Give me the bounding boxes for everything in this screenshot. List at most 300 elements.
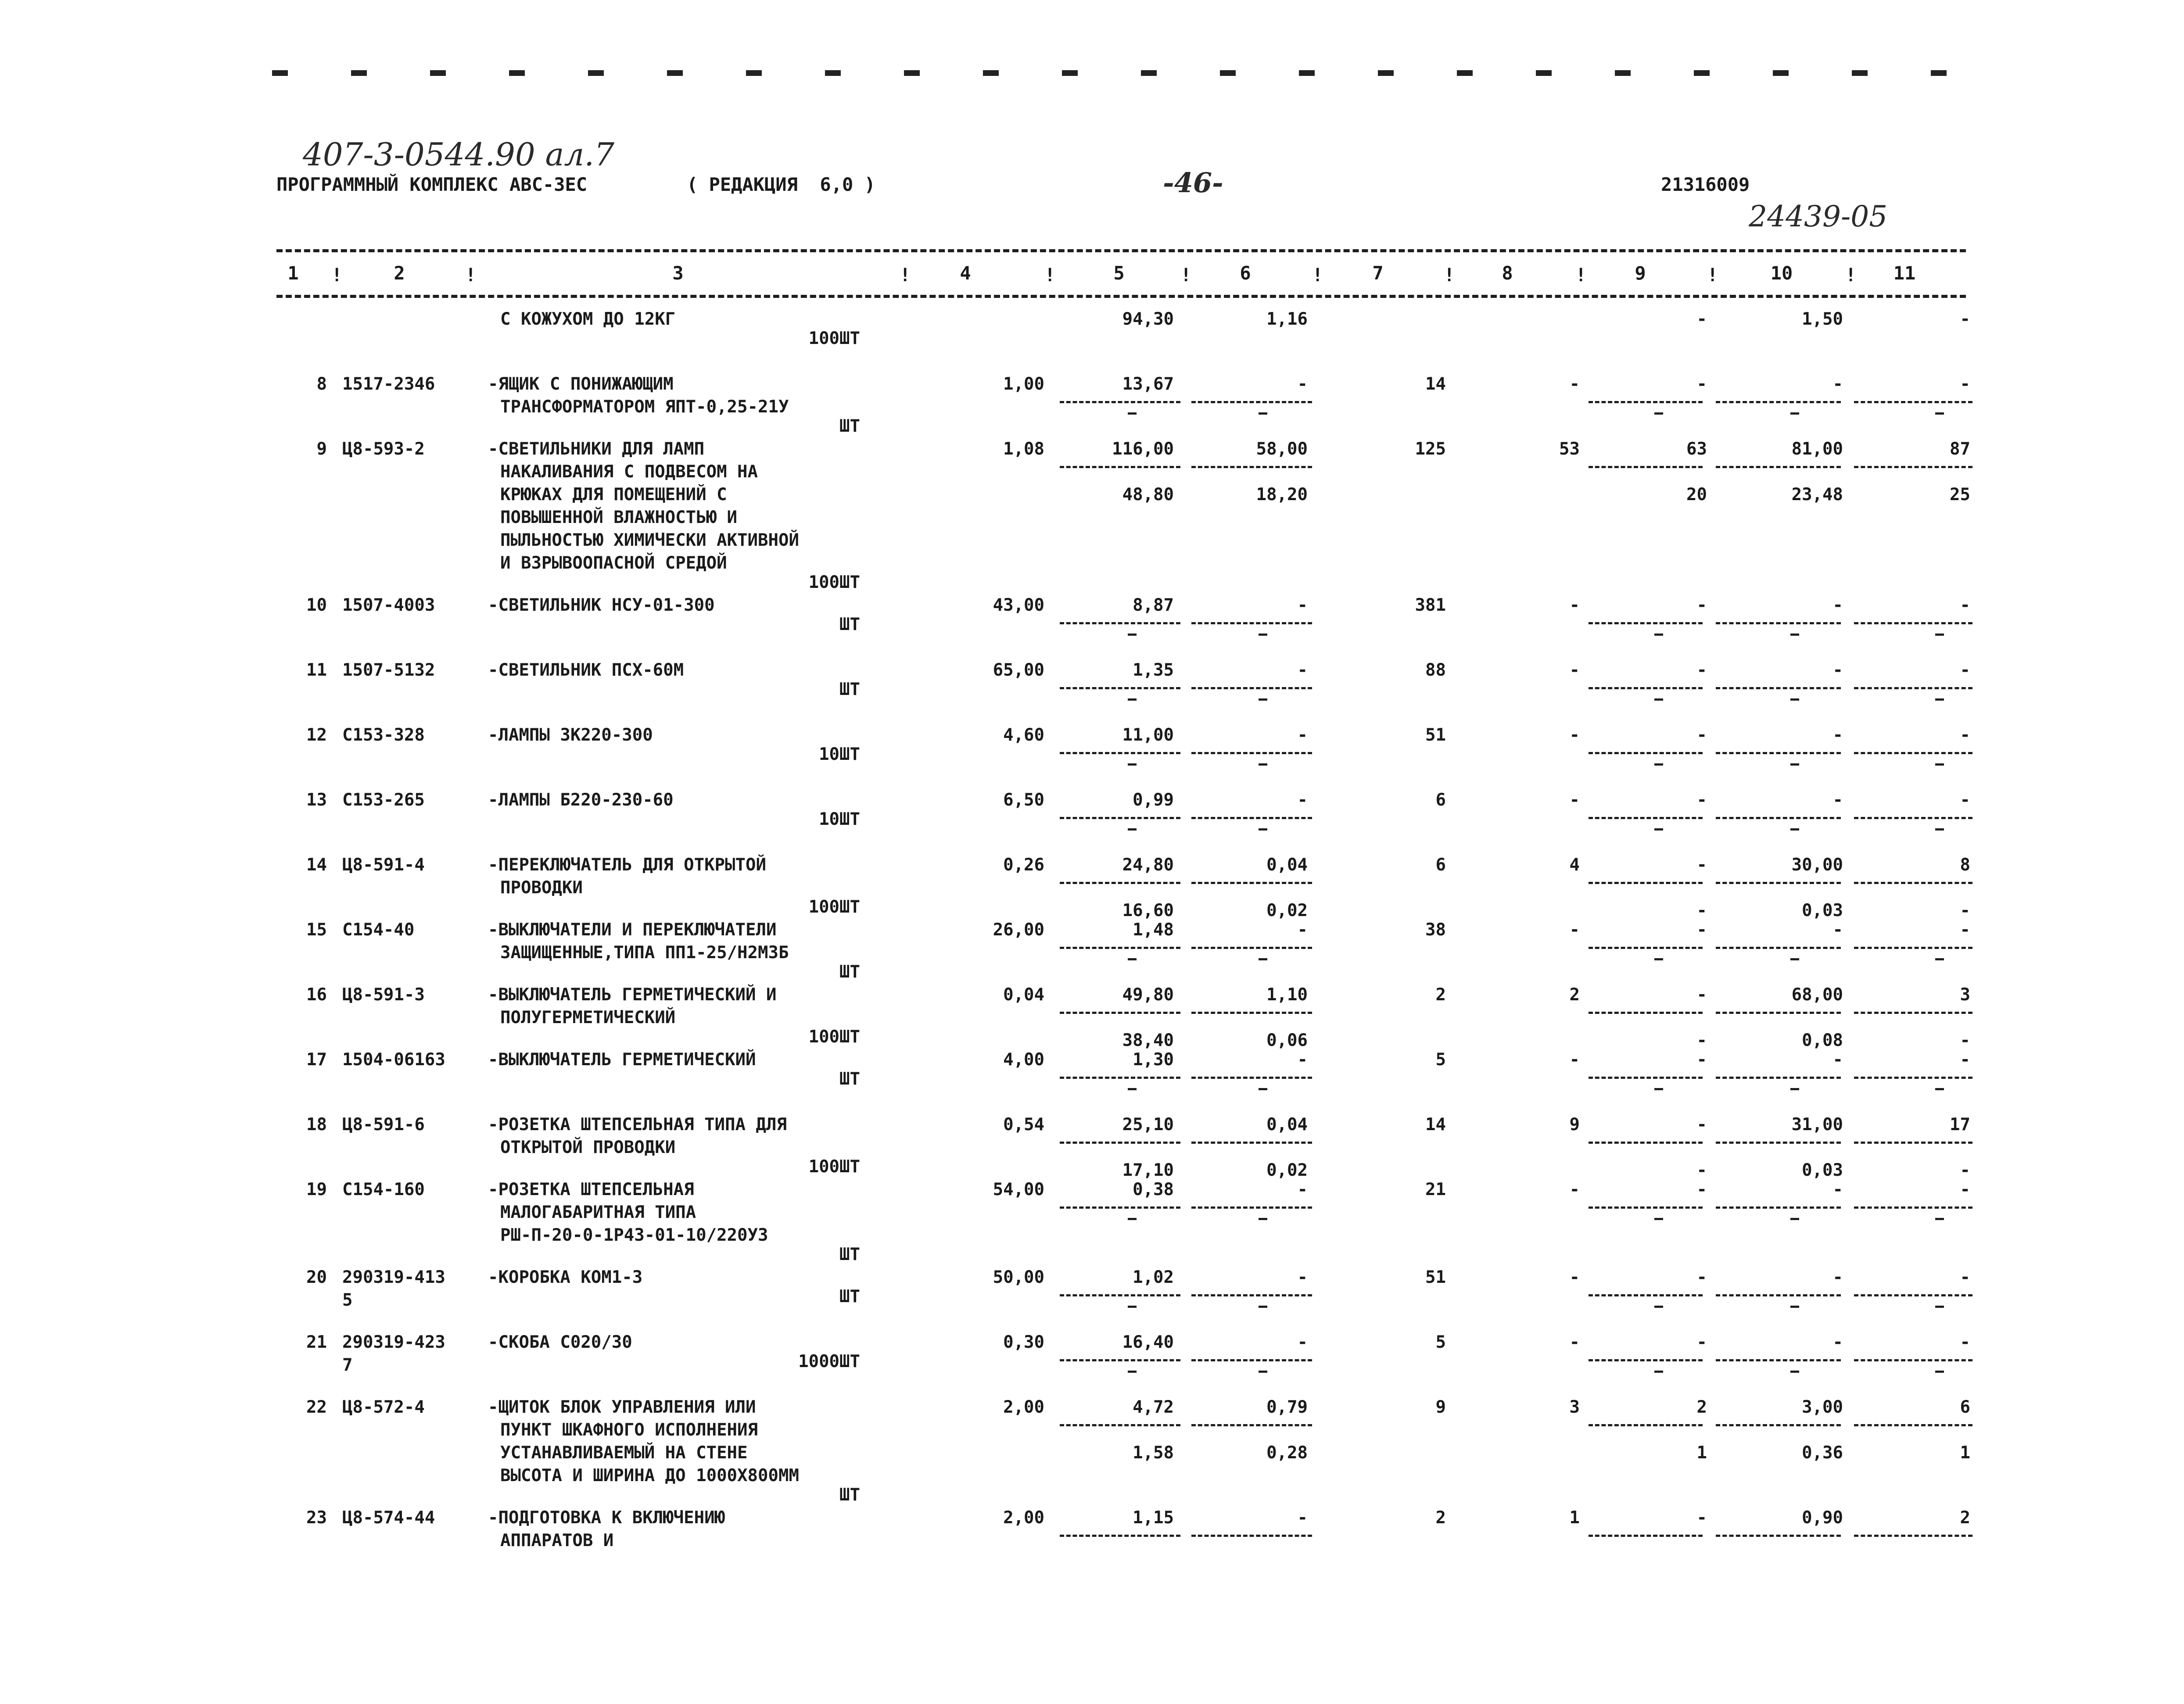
item-description-line: ПОЛУГЕРМЕТИЧЕСКИЙ	[500, 1008, 676, 1027]
value-underline	[1716, 947, 1841, 949]
item-description-line: -РОЗЕТКА ШТЕПСЕЛЬНАЯ ТИПА ДЛЯ	[488, 1115, 787, 1135]
value-col-11: 3	[1960, 985, 1970, 1005]
dash-mark	[1790, 1306, 1799, 1308]
value-underline	[1589, 622, 1703, 624]
value-col-9: -	[1696, 725, 1707, 745]
sub-value-col-9: 1	[1696, 1443, 1707, 1463]
value-col-7: 21	[1425, 1180, 1446, 1199]
value-col-10: 31,00	[1791, 1115, 1843, 1135]
dash-mark	[1790, 763, 1799, 766]
value-col-7: 5	[1435, 1332, 1446, 1352]
border-dash	[904, 70, 920, 76]
value-col-6: -	[1297, 374, 1308, 394]
item-description-line: -СВЕТИЛЬНИК ПСХ-60М	[488, 660, 684, 680]
border-dash	[509, 70, 525, 76]
dash-mark	[1790, 1371, 1799, 1373]
program-title: ПРОГРАММНЫЙ КОМПЛЕКС АВС-ЗЕС	[276, 174, 588, 195]
value-col-4: 54,00	[993, 1180, 1044, 1199]
value-col-9: -	[1696, 920, 1707, 940]
value-underline	[1060, 947, 1180, 949]
dash-mark	[1790, 828, 1799, 831]
value-col-6: 0,04	[1266, 1115, 1308, 1135]
sub-value-col-5: 16,60	[1122, 901, 1174, 920]
dash-mark	[1259, 958, 1267, 960]
value-col-10: -	[1833, 1050, 1843, 1070]
unit-of-measure: 100ШТ	[808, 897, 860, 917]
value-col-10: 1,50	[1802, 309, 1843, 329]
value-col-4: 4,00	[1003, 1050, 1044, 1070]
top-dash-border	[272, 70, 1975, 77]
value-col-6: -	[1297, 725, 1308, 745]
value-col-4: 6,50	[1003, 790, 1044, 810]
unit-of-measure: ШТ	[839, 1485, 860, 1505]
item-description-line: ПУНКТ ШКАФНОГО ИСПОЛНЕНИЯ	[500, 1420, 758, 1440]
dash-mark	[1128, 958, 1137, 960]
value-underline	[1589, 752, 1703, 754]
value-col-11: 17	[1950, 1115, 1970, 1135]
table-top-rule	[276, 249, 1966, 252]
value-underline	[1716, 752, 1841, 754]
dash-mark	[1654, 1088, 1663, 1090]
column-separator: !	[1444, 264, 1455, 286]
value-underline	[1854, 752, 1972, 754]
value-col-7: 6	[1435, 855, 1446, 875]
item-description-line: НАКАЛИВАНИЯ С ПОДВЕСОМ НА	[500, 462, 758, 482]
row-number: 16	[306, 985, 327, 1005]
value-underline	[1060, 1012, 1180, 1014]
value-col-8: 3	[1569, 1397, 1580, 1417]
value-col-6: -	[1297, 1267, 1308, 1287]
column-number: 11	[1893, 262, 1916, 284]
document-reference-handwritten: 407-3-0544.90 ал.7	[303, 136, 614, 173]
item-description-line: И ВЗРЫВООПАСНОЙ СРЕДОЙ	[500, 553, 727, 573]
value-underline	[1854, 1424, 1972, 1426]
dash-mark	[1128, 634, 1137, 636]
value-underline	[1854, 1535, 1972, 1537]
item-description-line: -ВЫКЛЮЧАТЕЛИ И ПЕРЕКЛЮЧАТЕЛИ	[488, 920, 777, 940]
row-number: 20	[306, 1267, 327, 1287]
value-col-8: -	[1569, 595, 1580, 615]
resource-code-continuation: 5	[342, 1290, 353, 1310]
sub-value-col-11: -	[1960, 1160, 1970, 1180]
value-underline	[1589, 687, 1703, 689]
value-col-6: -	[1297, 920, 1308, 940]
document-code: 21316009	[1661, 174, 1750, 195]
dash-mark	[1654, 1371, 1663, 1373]
column-number: 6	[1240, 262, 1251, 284]
row-number: 12	[306, 725, 327, 745]
dash-mark	[1935, 634, 1944, 636]
dash-mark	[1935, 958, 1944, 960]
value-col-9: -	[1696, 985, 1707, 1005]
value-col-6: -	[1297, 1180, 1308, 1199]
value-underline	[1191, 1142, 1312, 1144]
unit-of-measure: 10ШТ	[819, 745, 860, 764]
border-dash	[1536, 70, 1552, 76]
dash-mark	[1259, 763, 1267, 766]
sub-value-col-9: -	[1696, 901, 1707, 920]
value-col-11: 8	[1960, 855, 1970, 875]
value-col-8: 53	[1559, 439, 1580, 459]
value-col-8: -	[1569, 920, 1580, 940]
value-col-7: 381	[1415, 595, 1446, 615]
item-description-line: -КОРОБКА КОМ1-3	[488, 1267, 643, 1287]
value-underline	[1716, 687, 1841, 689]
row-number: 19	[306, 1180, 327, 1199]
dash-mark	[1259, 1218, 1267, 1220]
value-col-7: 2	[1435, 1508, 1446, 1528]
value-col-6: -	[1297, 660, 1308, 680]
value-underline	[1854, 1012, 1972, 1014]
value-col-9: -	[1696, 855, 1707, 875]
sub-value-col-11: -	[1960, 1031, 1970, 1050]
dash-mark	[1259, 698, 1267, 701]
border-dash	[272, 70, 288, 76]
value-underline	[1854, 1359, 1972, 1361]
value-underline	[1191, 466, 1312, 468]
item-description-line: УСТАНАВЛИВАЕМЫЙ НА СТЕНЕ	[500, 1443, 748, 1463]
dash-mark	[1790, 412, 1799, 415]
value-col-5: 1,35	[1133, 660, 1174, 680]
value-col-7: 2	[1435, 985, 1446, 1005]
value-underline	[1716, 1535, 1841, 1537]
dash-mark	[1654, 763, 1663, 766]
value-col-5: 116,00	[1112, 439, 1174, 459]
sub-value-col-10: 0,03	[1802, 1160, 1843, 1180]
value-col-6: 0,79	[1266, 1397, 1308, 1417]
resource-code: 290319-413	[342, 1267, 445, 1287]
item-description-line: -ЛАМПЫ Б220-230-60	[488, 790, 674, 810]
border-dash	[1852, 70, 1868, 76]
value-underline	[1854, 882, 1972, 884]
resource-code: С153-265	[342, 790, 425, 810]
item-description-line: -ВЫКЛЮЧАТЕЛЬ ГЕРМЕТИЧЕСКИЙ И	[488, 985, 777, 1005]
value-col-5: 25,10	[1122, 1115, 1174, 1135]
value-col-7: 6	[1435, 790, 1446, 810]
value-col-9: 2	[1696, 1397, 1707, 1417]
value-underline	[1191, 1206, 1312, 1209]
value-col-4: 4,60	[1003, 725, 1044, 745]
value-col-5: 49,80	[1122, 985, 1174, 1005]
column-number: 2	[394, 262, 405, 284]
value-col-9: -	[1696, 1267, 1707, 1287]
border-dash	[1773, 70, 1789, 76]
dash-mark	[1259, 634, 1267, 636]
value-col-10: -	[1833, 374, 1843, 394]
value-underline	[1060, 1359, 1180, 1361]
value-col-11: -	[1960, 660, 1970, 680]
item-description-line: -ЛАМПЫ ЗК220-300	[488, 725, 653, 745]
value-col-9: -	[1696, 1332, 1707, 1352]
sub-value-col-10: 0,36	[1802, 1443, 1843, 1463]
resource-code: 290319-423	[342, 1332, 445, 1352]
value-underline	[1854, 1206, 1972, 1209]
value-col-7: 14	[1425, 1115, 1446, 1135]
item-description-line: -СВЕТИЛЬНИКИ ДЛЯ ЛАМП	[488, 439, 705, 459]
value-col-4: 0,26	[1003, 855, 1044, 875]
dash-mark	[1128, 828, 1137, 831]
value-underline	[1716, 1142, 1841, 1144]
value-col-9: -	[1696, 595, 1707, 615]
value-col-7: 125	[1415, 439, 1446, 459]
value-underline	[1716, 1077, 1841, 1079]
value-underline	[1589, 1077, 1703, 1079]
sub-value-col-10: 0,03	[1802, 901, 1843, 920]
sub-value-col-11: 25	[1950, 485, 1970, 505]
column-separator: !	[331, 264, 343, 286]
row-number: 21	[306, 1332, 327, 1352]
value-col-9: -	[1696, 1115, 1707, 1135]
column-separator: !	[465, 264, 477, 286]
border-dash	[1062, 70, 1078, 76]
item-description-line: ЗАЩИЩЕННЫЕ,ТИПА ПП1-25/Н2М3Б	[500, 943, 789, 963]
item-description-line: РШ-П-20-0-1Р43-01-10/220У3	[500, 1225, 768, 1245]
value-col-7: 38	[1425, 920, 1446, 940]
value-underline	[1589, 947, 1703, 949]
resource-code: С154-40	[342, 920, 415, 940]
value-col-7: 51	[1425, 725, 1446, 745]
value-underline	[1060, 401, 1180, 403]
value-col-6: -	[1297, 1508, 1308, 1528]
item-description-line: ТРАНСФОРМАТОРОМ ЯПТ-0,25-21У	[500, 397, 789, 417]
value-col-8: -	[1569, 374, 1580, 394]
dash-mark	[1654, 958, 1663, 960]
value-underline	[1060, 1424, 1180, 1426]
value-col-5: 13,67	[1122, 374, 1174, 394]
column-number: 1	[287, 262, 299, 284]
sub-value-col-6: 0,28	[1266, 1443, 1308, 1463]
value-underline	[1191, 817, 1312, 819]
value-col-5: 1,02	[1133, 1267, 1174, 1287]
table-header-rule	[276, 295, 1966, 298]
value-col-4: 2,00	[1003, 1397, 1044, 1417]
column-separator: !	[1707, 264, 1718, 286]
item-description-line: ПОВЫШЕННОЙ ВЛАЖНОСТЬЮ И	[500, 508, 738, 527]
value-col-10: -	[1833, 595, 1843, 615]
dash-mark	[1128, 1306, 1137, 1308]
value-col-10: 68,00	[1791, 985, 1843, 1005]
row-number: 14	[306, 855, 327, 875]
value-col-9: -	[1696, 790, 1707, 810]
column-separator: !	[1312, 264, 1323, 286]
column-number: 7	[1372, 262, 1384, 284]
item-description-line: ВЫСОТА И ШИРИНА ДО 1000Х800ММ	[500, 1466, 799, 1486]
value-underline	[1060, 622, 1180, 624]
item-description-line: -ВЫКЛЮЧАТЕЛЬ ГЕРМЕТИЧЕСКИЙ	[488, 1050, 756, 1070]
dash-mark	[1935, 1306, 1944, 1308]
value-underline	[1191, 947, 1312, 949]
value-underline	[1716, 1012, 1841, 1014]
border-dash	[825, 70, 841, 76]
value-col-6: 58,00	[1256, 439, 1308, 459]
value-col-7: 88	[1425, 660, 1446, 680]
column-number: 3	[672, 262, 684, 284]
item-description-line: АППАРАТОВ И	[500, 1531, 614, 1550]
resource-code-continuation: 7	[342, 1355, 353, 1375]
unit-of-measure: 100ШТ	[808, 573, 860, 592]
column-separator: !	[1044, 264, 1056, 286]
value-col-11: -	[1960, 595, 1970, 615]
value-underline	[1854, 1294, 1972, 1296]
value-col-10: -	[1833, 1180, 1843, 1199]
sub-value-col-10: 0,08	[1802, 1031, 1843, 1050]
value-col-9: -	[1696, 1508, 1707, 1528]
dash-mark	[1259, 412, 1267, 415]
value-col-5: 94,30	[1122, 309, 1174, 329]
resource-code: 1507-4003	[342, 595, 435, 615]
value-col-5: 1,15	[1133, 1508, 1174, 1528]
sub-value-col-5: 17,10	[1122, 1160, 1174, 1180]
value-underline	[1060, 752, 1180, 754]
border-dash	[667, 70, 683, 76]
resource-code: 1504-06163	[342, 1050, 445, 1070]
sub-value-col-6: 0,02	[1266, 1160, 1308, 1180]
value-col-5: 0,38	[1133, 1180, 1174, 1199]
value-col-8: -	[1569, 1267, 1580, 1287]
value-col-6: 1,10	[1266, 985, 1308, 1005]
value-col-10: 3,00	[1802, 1397, 1843, 1417]
value-col-7: 51	[1425, 1267, 1446, 1287]
row-number: 17	[306, 1050, 327, 1070]
value-col-6: 1,16	[1266, 309, 1308, 329]
sub-value-col-10: 23,48	[1791, 485, 1843, 505]
value-col-9: -	[1696, 1050, 1707, 1070]
resource-code: Ц8-593-2	[342, 439, 425, 459]
value-underline	[1854, 817, 1972, 819]
border-dash	[1220, 70, 1236, 76]
unit-of-measure: ШТ	[839, 416, 860, 436]
resource-code: Ц8-591-3	[342, 985, 425, 1005]
sub-value-col-5: 38,40	[1122, 1031, 1174, 1050]
value-underline	[1716, 622, 1841, 624]
value-col-5: 24,80	[1122, 855, 1174, 875]
dash-mark	[1790, 698, 1799, 701]
value-col-11: -	[1960, 920, 1970, 940]
sub-value-col-6: 18,20	[1256, 485, 1308, 505]
value-underline	[1854, 947, 1972, 949]
value-underline	[1589, 1294, 1703, 1296]
unit-of-measure: 100ШТ	[808, 329, 860, 348]
value-col-11: 87	[1950, 439, 1970, 459]
value-col-9: -	[1696, 1180, 1707, 1199]
value-col-5: 4,72	[1133, 1397, 1174, 1417]
page-number-stamp: -46-	[1163, 167, 1223, 199]
dash-mark	[1790, 634, 1799, 636]
value-underline	[1716, 1359, 1841, 1361]
value-underline	[1060, 1077, 1180, 1079]
value-col-4: 1,00	[1003, 374, 1044, 394]
column-number: 9	[1635, 262, 1646, 284]
value-underline	[1716, 401, 1841, 403]
item-description-line: ОТКРЫТОЙ ПРОВОДКИ	[500, 1138, 676, 1157]
dash-mark	[1128, 1088, 1137, 1090]
dash-mark	[1935, 412, 1944, 415]
resource-code: Ц8-591-6	[342, 1115, 425, 1135]
unit-of-measure: ШТ	[839, 962, 860, 982]
item-description-line: ПЫЛЬНОСТЬЮ ХИМИЧЕСКИ АКТИВНОЙ	[500, 530, 799, 550]
sub-value-col-9: -	[1696, 1031, 1707, 1050]
item-description-line: -СКОБА С020/30	[488, 1332, 632, 1352]
value-underline	[1589, 1206, 1703, 1209]
column-separator: !	[900, 264, 911, 286]
value-col-9: 63	[1686, 439, 1707, 459]
value-col-8: -	[1569, 1332, 1580, 1352]
row-number: 18	[306, 1115, 327, 1135]
value-col-4: 0,54	[1003, 1115, 1044, 1135]
value-underline	[1589, 817, 1703, 819]
value-col-4: 65,00	[993, 660, 1044, 680]
item-description-line: С КОЖУХОМ ДО 12КГ	[500, 309, 676, 329]
resource-code: С154-160	[342, 1180, 425, 1199]
item-description-line: -СВЕТИЛЬНИК НСУ-01-300	[488, 595, 715, 615]
value-col-8: -	[1569, 725, 1580, 745]
value-col-11: -	[1960, 1180, 1970, 1199]
row-number: 23	[306, 1508, 327, 1528]
value-col-10: 81,00	[1791, 439, 1843, 459]
item-description-line: МАЛОГАБАРИТНАЯ ТИПА	[500, 1203, 696, 1222]
sub-value-col-11: -	[1960, 901, 1970, 920]
value-underline	[1191, 1012, 1312, 1014]
value-col-4: 43,00	[993, 595, 1044, 615]
value-underline	[1060, 817, 1180, 819]
dash-mark	[1935, 698, 1944, 701]
item-description-line: КРЮКАХ ДЛЯ ПОМЕЩЕНИЙ С	[500, 485, 727, 505]
value-col-7: 5	[1435, 1050, 1446, 1070]
value-col-8: 1	[1569, 1508, 1580, 1528]
value-underline	[1191, 1294, 1312, 1296]
dash-mark	[1935, 1218, 1944, 1220]
value-underline	[1589, 1359, 1703, 1361]
row-number: 8	[316, 374, 327, 394]
row-number: 15	[306, 920, 327, 940]
value-underline	[1191, 401, 1312, 403]
value-col-11: -	[1960, 309, 1970, 329]
value-col-11: -	[1960, 790, 1970, 810]
unit-of-measure: 1000ШТ	[798, 1352, 860, 1371]
unit-of-measure: 100ШТ	[808, 1157, 860, 1177]
value-underline	[1716, 882, 1841, 884]
dash-mark	[1259, 1088, 1267, 1090]
sub-value-col-6: 0,02	[1266, 901, 1308, 920]
unit-of-measure: 100ШТ	[808, 1027, 860, 1047]
item-description-line: -ПЕРЕКЛЮЧАТЕЛЬ ДЛЯ ОТКРЫТОЙ	[488, 855, 766, 875]
value-col-11: 6	[1960, 1397, 1970, 1417]
value-col-7: 14	[1425, 374, 1446, 394]
border-dash	[1457, 70, 1473, 76]
value-col-6: 0,04	[1266, 855, 1308, 875]
sub-value-col-5: 48,80	[1122, 485, 1174, 505]
item-description-line: -ЩИТОК БЛОК УПРАВЛЕНИЯ ИЛИ	[488, 1397, 756, 1417]
value-underline	[1854, 687, 1972, 689]
row-number: 9	[316, 439, 327, 459]
dash-mark	[1935, 828, 1944, 831]
value-col-9: -	[1696, 374, 1707, 394]
row-number: 11	[306, 660, 327, 680]
sub-value-col-9: 20	[1686, 485, 1707, 505]
column-separator: !	[1845, 264, 1857, 286]
item-description-line: ПРОВОДКИ	[500, 878, 583, 898]
value-underline	[1589, 1424, 1703, 1426]
value-col-10: -	[1833, 790, 1843, 810]
value-col-4: 0,04	[1003, 985, 1044, 1005]
dash-mark	[1259, 828, 1267, 831]
value-underline	[1191, 687, 1312, 689]
resource-code: Ц8-572-4	[342, 1397, 425, 1417]
dash-mark	[1935, 1371, 1944, 1373]
border-dash	[1378, 70, 1394, 76]
value-col-11: -	[1960, 1332, 1970, 1352]
column-number: 4	[960, 262, 971, 284]
